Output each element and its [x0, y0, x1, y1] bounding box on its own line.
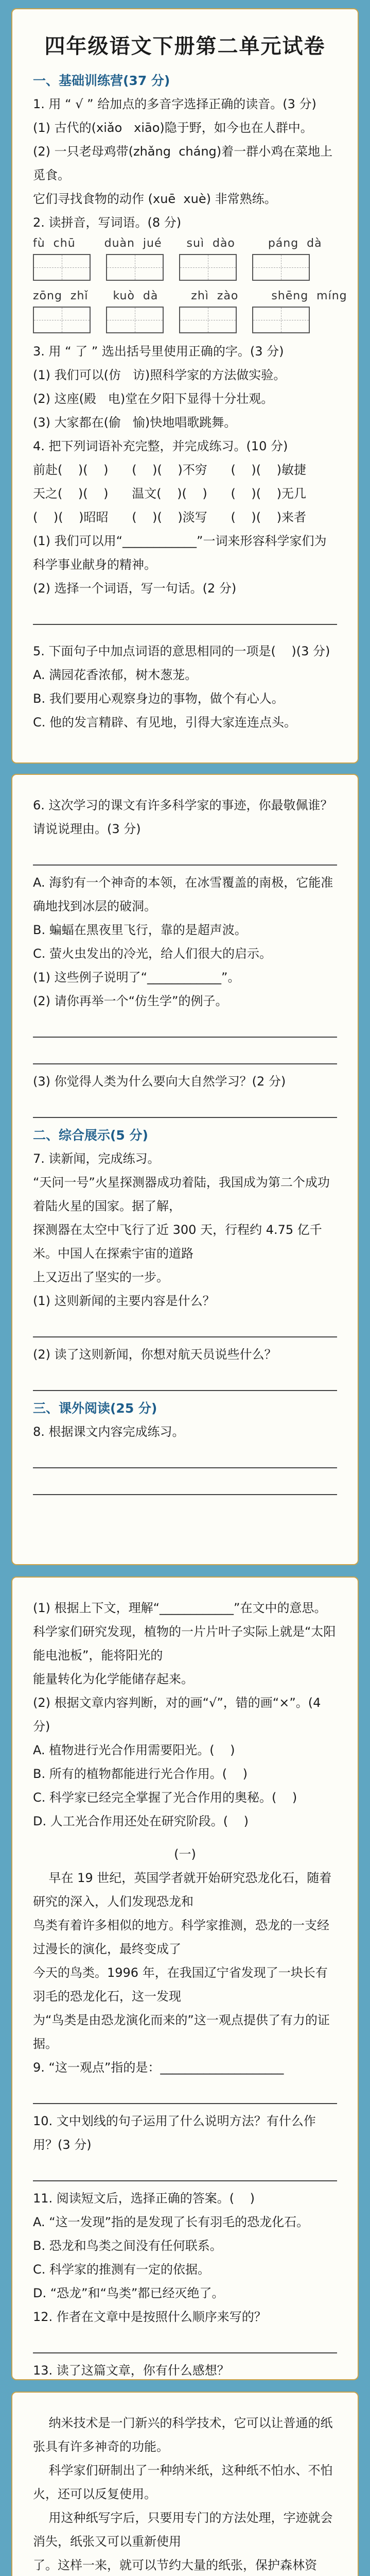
text-line: 11. 阅读短文后，选择正确的答案。( ) — [33, 2191, 255, 2206]
section-heading: 二、综合展示(5 分) — [33, 1128, 148, 1143]
text-line: B. 恐龙和鸟类之间没有任何联系。 — [33, 2239, 222, 2253]
text-line: 前赴( )( ) ( )( )不穷 ( )( )敏捷 — [33, 463, 306, 477]
answer-blank-line[interactable] — [33, 2082, 337, 2104]
text-line: A. 满园花香浓郁，树木葱茏。 — [33, 668, 198, 682]
answer-blank-line[interactable] — [33, 1447, 337, 1468]
page-content — [33, 71, 347, 734]
answer-blank-line[interactable] — [33, 2160, 337, 2181]
answer-box[interactable] — [179, 307, 237, 333]
answer-blank-line[interactable] — [33, 1473, 337, 1495]
text-line: A. 海豹有一个神奇的本领，在冰雪覆盖的南极，它能准确地找到冰层的破洞。 — [33, 875, 333, 913]
text-line: ( )( )昭昭 ( )( )淡写 ( )( )来者 — [33, 510, 306, 524]
pinyin-row: fù chū duàn jué suì dào páng dà — [33, 237, 322, 250]
answer-blank-line[interactable] — [33, 1043, 337, 1064]
text-line: (2) 读了这则新闻，你想对航天员说些什么？ — [33, 1347, 277, 1362]
text-line: (3) 你觉得人类为什么要向大自然学习？(2 分) — [33, 1074, 286, 1089]
page-content — [33, 2411, 337, 2576]
answer-blank-line[interactable] — [33, 603, 337, 625]
spacer — [33, 630, 337, 639]
text-line: B. 蝙蝠在黑夜里飞行，靠的是超声波。 — [33, 923, 247, 937]
answer-box[interactable] — [33, 307, 91, 333]
answer-box[interactable] — [252, 254, 310, 281]
text-line: 12. 作者在文章中是按照什么顺序来写的？ — [33, 2310, 267, 2324]
exam-title: 四年级语文下册第二单元试卷 — [44, 35, 326, 58]
exam-page-3 — [11, 1577, 359, 2380]
page-content — [33, 1596, 337, 2380]
passage-heading: (一) — [174, 1847, 196, 1861]
text-line: 5. 下面句子中加点词语的意思相同的一项是( )(3 分) — [33, 644, 330, 658]
text-line: (2) 根据文章内容判断，对的画“√”，错的画“×”。(4 分) — [33, 1696, 325, 1734]
answer-box[interactable] — [179, 254, 237, 281]
text-line: (1) 这些例子说明了“____________”。 — [33, 970, 240, 985]
text-line: B. 我们要用心观察身边的事物，做个有心人。 — [33, 691, 284, 706]
text-line: (1) 古代的(xiǎo xiāo)隐于野，如今也在人群中。 — [33, 121, 313, 135]
text-line: 能量转化为化学能储存起来。 — [33, 1672, 193, 1686]
answer-blank-line[interactable] — [33, 1369, 337, 1391]
text-line: 10. 文中划线的句子运用了什么说明方法？有什么作用？(3 分) — [33, 2114, 316, 2152]
spacer — [33, 1833, 337, 1842]
text-line: 早在 19 世纪，英国学者就开始研究恐龙化石，随着研究的深入，人们发现恐龙和 — [33, 1871, 332, 1909]
text-line: 为“鸟类是由恐龙演化而来的”这一观点提供了有力的证据。 — [33, 2013, 330, 2051]
text-line: 13. 读了这篇文章，你有什么感想？ — [33, 2363, 230, 2378]
text-line: 上又迈出了坚实的一步。 — [33, 1270, 169, 1284]
text-line: 1. 用 “ √ ” 给加点的多音字选择正确的读音。(3 分) — [33, 97, 316, 111]
text-line: “天问一号”火星探测器成功着陆，我国成为第二个成功着陆火星的国家。据了解， — [33, 1175, 330, 1213]
text-line: 探测器在太空中飞行了近 300 天，行程约 4.75 亿千米。中国人在探索宇宙的道路 — [33, 1223, 322, 1261]
answer-box[interactable] — [106, 307, 164, 333]
answer-box[interactable] — [33, 254, 91, 281]
answer-box-row — [33, 254, 337, 281]
exam-page-2 — [11, 774, 359, 1565]
exam-page-1 — [11, 8, 359, 764]
text-line: (1) 这则新闻的主要内容是什么？ — [33, 1294, 215, 1308]
text-line: 科学家们研制出了一种纳米纸，这种纸不怕水、不怕火，还可以反复使用。 — [33, 2463, 333, 2501]
text-line: D. “恐龙”和“鸟类”都已经灭绝了。 — [33, 2286, 224, 2300]
text-line: (1) 根据上下文，理解“____________”在文中的意思。 — [33, 1601, 327, 1615]
section-heading: 三、课外阅读(25 分) — [33, 1401, 157, 1416]
text-line: 纳米技术是一门新兴的科学技术，它可以让普通的纸张具有许多神奇的功能。 — [33, 2416, 333, 2454]
answer-box[interactable] — [106, 254, 164, 281]
answer-blank-line[interactable] — [33, 1016, 337, 1038]
text-line: C. 科学家的推测有一定的依据。 — [33, 2262, 210, 2277]
text-line: 7. 读新闻，完成练习。 — [33, 1151, 160, 1166]
text-line: (2) 请你再举一个“仿生学”的例子。 — [33, 994, 228, 1008]
text-line: (1) 我们可以(仿 访)照科学家的方法做实验。 — [33, 368, 286, 382]
text-line: 鸟类有着许多相似的地方。科学家推测，恐龙的一支经过漫长的演化，最终变成了 — [33, 1918, 329, 1956]
pinyin-row: zōng zhǐ kuò dà zhì zào shēng míng — [33, 290, 347, 302]
text-line: 科学家们研究发现，植物的一片片叶子实际上就是“太阳能电池板”，能将阳光的 — [33, 1624, 336, 1663]
text-line: 9. “这一观点”指的是：____________________ — [33, 2060, 284, 2075]
answer-blank-line[interactable] — [33, 1096, 337, 1118]
section-heading: 一、基础训练营(37 分) — [33, 73, 170, 88]
text-line: 它们寻找食物的动作 (xuē xuè) 非常熟练。 — [33, 192, 277, 206]
answer-blank-line[interactable] — [33, 1316, 337, 1337]
text-line: (1) 我们可以用“____________”一词来形容科学家们为科学事业献身的精神。 — [33, 534, 327, 572]
text-line: 8. 根据课文内容完成练习。 — [33, 1425, 185, 1439]
exam-page-4 — [11, 2392, 359, 2576]
text-line: 用这种纸写字后，只要用专门的方法处理，字迹就会消失，纸张又可以重新使用 — [33, 2511, 333, 2549]
text-line: (2) 选择一个词语，写一句话。(2 分) — [33, 581, 237, 596]
text-line: A. 植物进行光合作用需要阳光。( ) — [33, 1743, 235, 1757]
text-line: 3. 用 “ 了 ” 选出括号里使用正确的字。(3 分) — [33, 344, 284, 359]
answer-box-row — [33, 307, 337, 333]
text-line: C. 科学家已经完全掌握了光合作用的奥秘。( ) — [33, 1790, 297, 1805]
answer-blank-line[interactable] — [33, 2332, 337, 2353]
text-line: 今天的鸟类。1996 年，在我国辽宁省发现了一块长有羽毛的恐龙化石，这一发现 — [33, 1965, 328, 2004]
text-line: (2) 这座(殿 电)堂在夕阳下显得十分壮观。 — [33, 392, 274, 406]
text-line: 4. 把下列词语补充完整，并完成练习。(10 分) — [33, 439, 288, 453]
text-line: 天之( )( ) 温文( )( ) ( )( )无几 — [33, 486, 306, 501]
text-line: (2) 一只老母鸡带(zhǎng cháng)着一群小鸡在菜地上觅食。 — [33, 144, 333, 182]
text-line: C. 他的发言精辟、有见地，引得大家连连点头。 — [33, 715, 297, 730]
text-line: B. 所有的植物都能进行光合作用。( ) — [33, 1767, 248, 1781]
text-line: 了。这样一来，就可以节约大量的纸张，保护森林资 — [33, 2558, 317, 2572]
answer-blank-line[interactable] — [33, 844, 337, 866]
text-line: C. 萤火虫发出的冷光，给人们很大的启示。 — [33, 946, 272, 961]
text-line: D. 人工光合作用还处在研究阶段。( ) — [33, 1814, 249, 1828]
text-line: 2. 读拼音，写词语。(8 分) — [33, 215, 182, 230]
text-line: 6. 这次学习的课文有许多科学家的事迹，你最敬佩谁？请说说理由。(3 分) — [33, 798, 333, 836]
text-line: A. “这一发现”指的是发现了长有羽毛的恐龙化石。 — [33, 2215, 309, 2229]
page-content — [33, 793, 337, 1495]
text-line: (3) 大家都在(偷 愉)快地唱歌跳舞。 — [33, 415, 237, 430]
answer-box[interactable] — [252, 307, 310, 333]
